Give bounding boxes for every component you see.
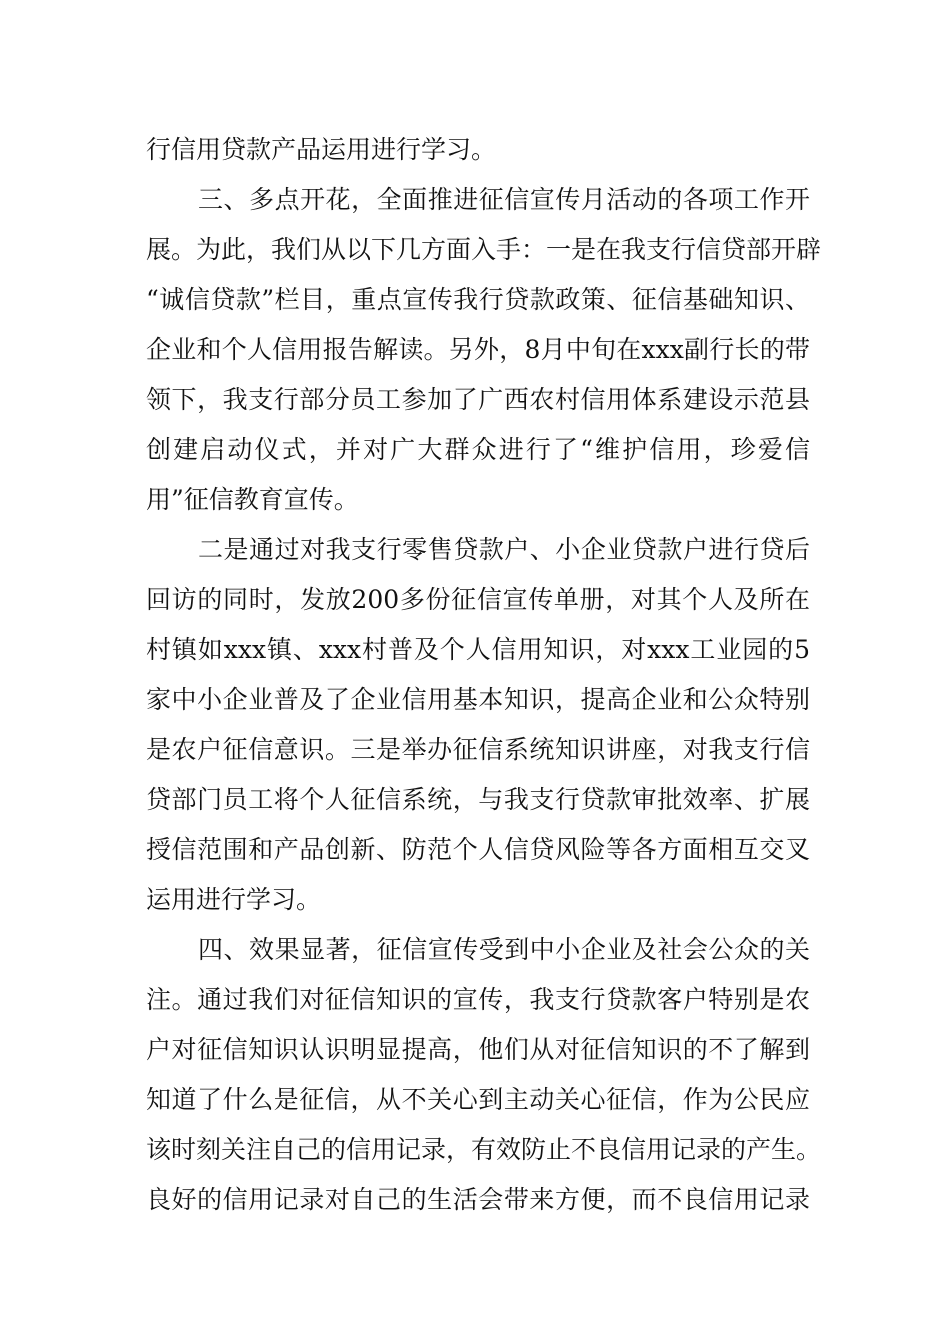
text-line: 知道了什么是征信，从不关心到主动关心征信，作为公民应: [146, 1085, 810, 1114]
text-line: “诚信贷款”栏目，重点宣传我行贷款政策、征信基础知识、: [146, 285, 810, 314]
text-line: 创建启动仪式，并对广大群众进行了“维护信用，珍爱信: [146, 435, 810, 464]
text-line: 家中小企业普及了企业信用基本知识，提高企业和公众特别: [146, 685, 810, 714]
text-line: 企业和个人信用报告解读。另外，8月中旬在xxx副行长的带: [146, 335, 810, 364]
text-line: 回访的同时，发放200多份征信宣传单册，对其个人及所在: [146, 585, 810, 614]
text-line: 运用进行学习。: [146, 885, 322, 914]
text-line: 行信用贷款产品运用进行学习。: [146, 135, 497, 164]
text-line: 该时刻关注自己的信用记录，有效防止不良信用记录的产生。: [146, 1135, 822, 1164]
text-line: 展。为此，我们从以下几方面入手：一是在我支行信贷部开辟: [146, 235, 822, 264]
text-line: 三、多点开花，全面推进征信宣传月活动的各项工作开: [198, 185, 810, 214]
text-line: 良好的信用记录对自己的生活会带来方便，而不良信用记录: [146, 1185, 810, 1214]
text-line: 用”征信教育宣传。: [146, 485, 359, 514]
text-line: 是农户征信意识。三是举办征信系统知识讲座，对我支行信: [146, 735, 810, 764]
text-line: 领下，我支行部分员工参加了广西农村信用体系建设示范县: [146, 385, 810, 414]
text-line: 户对征信知识认识明显提高，他们从对征信知识的不了解到: [146, 1035, 810, 1064]
text-line: 二是通过对我支行零售贷款户、小企业贷款户进行贷后: [198, 535, 810, 564]
text-line: 村镇如xxx镇、xxx村普及个人信用知识，对xxx工业园的5: [146, 635, 810, 664]
text-line: 授信范围和产品创新、防范个人信贷风险等各方面相互交叉: [146, 835, 810, 864]
text-line: 注。通过我们对征信知识的宣传，我支行贷款客户特别是农: [146, 985, 810, 1014]
text-line: 贷部门员工将个人征信系统，与我支行贷款审批效率、扩展: [146, 785, 810, 814]
text-line: 四、效果显著，征信宣传受到中小企业及社会公众的关: [198, 935, 810, 964]
